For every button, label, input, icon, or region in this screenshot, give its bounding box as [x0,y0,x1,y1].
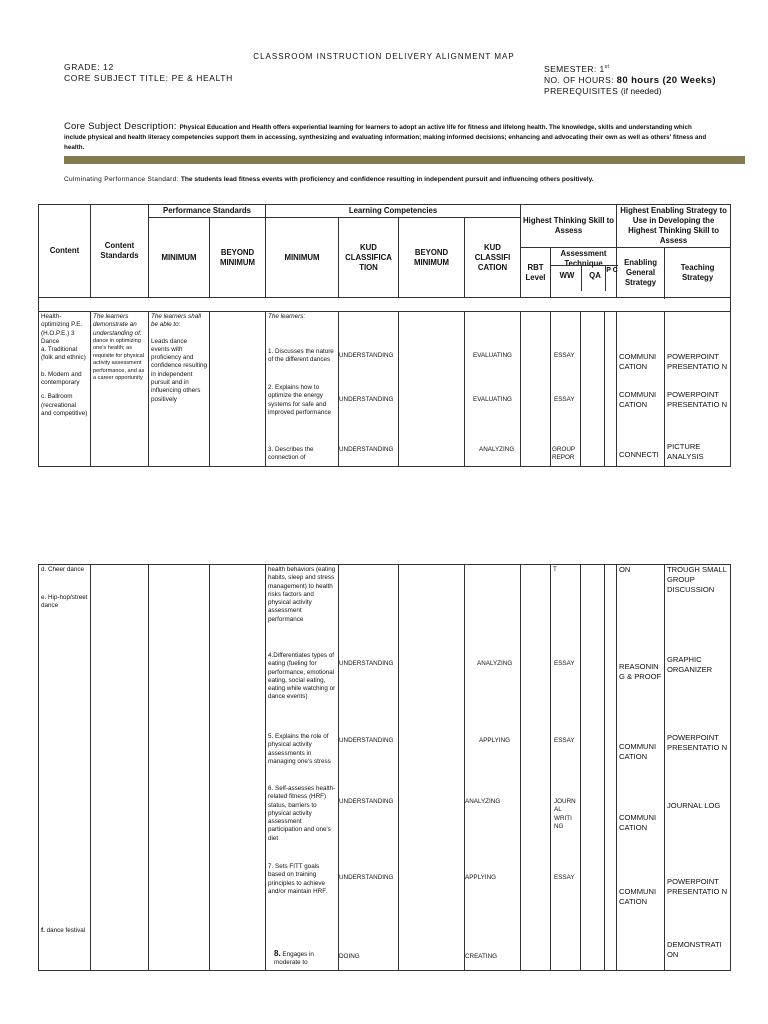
hours-label: NO. OF HOURS: 80 hours (20 Weeks) [544,74,716,86]
qa-cell [581,312,605,467]
lc-beyond-cell [399,565,465,971]
competency-4: 4.Differentiates types of eating (fueling for performance, emotional eating, social eating, eating while watching or dance events) [268,652,336,701]
content-line: c. Ballroom (recreational and competitive) [41,393,88,417]
header-ps-minimum: MINIMUM [149,218,210,298]
kud2-5: APPLYING [479,737,511,744]
competency-6: 6. Self-assesses health-related fitness (HRF) status, barriers to physical activity assessment participation and one's diet [268,785,336,842]
header-ps-beyond: BEYOND MINIMUM [210,218,266,298]
assessment-subheader-line [551,265,618,266]
teaching-strategy-cell [665,312,731,467]
header-highest-enabling: Highest Enabling Strategy to Use in Developing the Highest Thinking Skill to Assess [617,205,731,248]
header-learning-competencies: Learning Competencies [266,205,521,218]
kud-3: UNDERSTANDING [339,446,394,453]
header-lc-beyond: BEYOND MINIMUM [399,218,465,298]
content-standards-text: dance in optimizing one's health; as requisite for physical activity assessment performance, and as a career opportunity [93,337,145,382]
kud2-3: ANALYZING [479,446,515,453]
header-performance-standards: Performance Standards [149,205,266,218]
header-lc-kud2: KUD CLASSIFI CATION [465,218,521,298]
culminating-standard [64,176,754,183]
ww-5: ESSAY [554,737,575,744]
content-standards-intro: The learners demonstrate an understanding of: [93,313,142,337]
content-line: e. Hip-hop/street dance [41,594,88,610]
ww-cell [551,312,581,467]
header-rbt-level: RBT Level [521,248,551,298]
ww-cell [551,565,581,971]
ps-intro: The learners shall be able to: [151,313,202,329]
ww-3: GROUP REPOR [552,446,575,462]
competency-7: 7. Sets FITT goals based on training principles to achieve and/or maintain HRF. [268,863,328,895]
kud-6: UNDERSTANDING [339,798,394,805]
grade-label: GRADE: 12 [64,62,114,72]
general-3-continued: ON [619,565,631,574]
content-line: f. dance festival [41,927,86,934]
teaching-6: JOURNAL LOG [667,801,721,810]
culminating-label: Culminating Performance Standard: [64,176,181,183]
header-qa: QA [589,271,601,280]
general-5: COMMUNI CATION [619,742,657,761]
rbt-cell [521,312,551,467]
content-cell [39,312,91,467]
lc-beyond-cell [399,312,465,467]
competency-3: 3. Describes the connection of [268,446,314,462]
kud2-4: ANALYZING [477,660,513,667]
lc-kud-cell [339,312,399,467]
description-label: Core Subject Description: [64,121,180,132]
competency-1: 1. Discusses the nature of the different dances [268,348,334,364]
lc-minimum-cell [266,565,339,971]
teaching-7: POWERPOINT PRESENTATIO N [667,877,728,896]
header-teaching-strategy: Teaching Strategy [665,248,731,298]
content-line: d. Cheer dance [41,566,85,573]
lc-kud2-cell [465,312,521,467]
pc-cell [605,312,617,467]
header-lc-kud: KUD CLASSIFICA TION [339,218,399,298]
header-highest-thinking: Highest Thinking Skill to Assess [521,205,617,248]
kud-7: UNDERSTANDING [339,874,394,881]
ww-4: ESSAY [554,660,575,667]
alignment-table-page1 [38,204,731,467]
general-7: COMMUNI CATION [619,887,657,906]
qa-cell [581,565,605,971]
ps-beyond-cell [210,565,266,971]
header-content: Content [39,205,91,298]
rbt-cell [521,565,551,971]
prerequisites-label: PREREQUISITES (if needed) [544,85,662,96]
ww-3-continued: T [553,566,557,573]
content-line: a. Traditional (folk and ethnic) [41,346,86,362]
general-2: COMMUNI CATION [619,390,657,409]
core-subject-description [64,122,714,153]
teaching-3: PICTURE ANALYSIS [667,442,704,461]
pc-cell [605,565,617,971]
competency-5: 5. Explains the role of physical activity assessments in managing one's stress [268,733,331,765]
qa-pc-divider [605,265,606,291]
kud2-2: EVALUATING [473,396,512,403]
lc-kud2-cell [465,565,521,971]
enabling-general-cell [617,565,665,971]
kud2-8: CREATING [465,953,498,960]
header-ww: WW [559,271,575,280]
kud-8: DOING [339,953,360,960]
header-content-standards: Content Standards [91,205,149,298]
alignment-table-page2 [38,564,731,971]
kud2-7: APPLYING [465,874,497,881]
ww-1: ESSAY [554,352,575,359]
meta-right [544,62,716,97]
kud-1: UNDERSTANDING [339,352,394,359]
ww-2: ESSAY [554,396,575,403]
content-cell [39,565,91,971]
semester-label: SEMESTER: 1st [544,63,610,74]
spacer-row [39,298,731,312]
general-1: COMMUNI CATION [619,352,657,371]
lc-intro: The learners: [268,313,306,320]
divider-bar [64,156,745,164]
teaching-2: POWERPOINT PRESENTATIO N [667,390,728,409]
content-line: Health-optimizing P.E. (H.O.P.E.) 3 Dance [41,313,83,345]
ps-minimum-cell [149,565,210,971]
kud-5: UNDERSTANDING [339,737,394,744]
content-standards-cell [91,565,149,971]
ps-minimum-cell [149,312,210,467]
lc-minimum-cell [266,312,339,467]
header-enabling-general: Enabling General Strategy [617,248,665,298]
ww-7: ESSAY [554,874,575,881]
teaching-1: POWERPOINT PRESENTATIO N [667,352,728,371]
teaching-5: POWERPOINT PRESENTATIO N [667,733,728,752]
enabling-general-cell [617,312,665,467]
lc-kud-cell [339,565,399,971]
ww-qa-divider [581,265,582,291]
teaching-strategy-cell [665,565,731,971]
content-standards-cell [91,312,149,467]
teaching-4: GRAPHIC ORGANIZER [667,655,713,674]
kud2-1: EVALUATING [473,352,512,359]
general-4: REASONIN G & PROOF [619,662,662,681]
kud2-6: ANALYZING [465,798,501,805]
ps-beyond-cell [210,312,266,467]
core-subject-title: CORE SUBJECT TITLE: PE & HEALTH [64,73,233,83]
kud-2: UNDERSTANDING [339,396,394,403]
teaching-3-continued: TROUGH SMALL GROUP DISCUSSION [667,565,727,594]
description-text: Physical Education and Health offers experiential learning for learners to adopt an active life for fitness and lifelong health. The knowledge, skills and understanding which include physical and health literacy competencies support them in accessing, synthesizing and evaluating information; making informed decisions; enhancing and advocating their own as well as others' fitness and health. [64,124,707,151]
kud-4: UNDERSTANDING [339,660,394,667]
header-pc: P C [606,267,618,274]
competency-2: 2. Explains how to optimize the energy systems for safe and improved performance [268,384,331,416]
general-3: CONNECTI [619,450,659,459]
ps-text: Leads dance events with proficiency and confidence resulting in independent pursuit and in influencing others positively [151,337,208,403]
document-title: CLASSROOM INSTRUCTION DELIVERY ALIGNMENT MAP [253,52,515,61]
meta-left [64,62,233,84]
content-line: b. Modern and contemporary [41,370,82,387]
general-6: COMMUNI CATION [619,813,657,832]
teaching-8: DEMONSTRATI ON [667,940,722,959]
header-assessment-technique: Assessment Technique [551,248,617,298]
header-lc-minimum: MINIMUM [266,218,339,298]
competency-3-continued: health behaviors (eating habits, sleep and stress management) to health risks factors and physical activity assessment performance [268,566,336,623]
culminating-text: The students lead fitness events with proficiency and confidence resulting in independent pursuit and influencing others positively. [180,176,594,183]
competency-8: 8. Engages in moderate to [274,949,314,967]
ww-6: JOURN AL WRITI NG [554,798,576,830]
